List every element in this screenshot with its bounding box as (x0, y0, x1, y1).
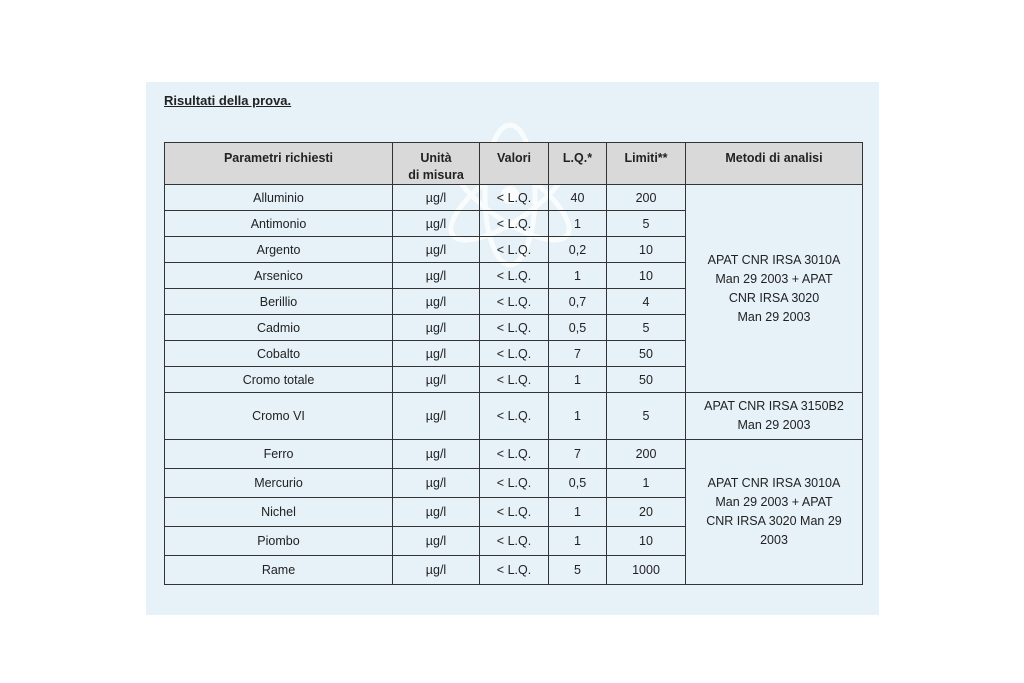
cell-valore: < L.Q. (480, 367, 549, 393)
cell-unita: µg/l (393, 211, 480, 237)
cell-valore: < L.Q. (480, 263, 549, 289)
header-unita (393, 143, 480, 185)
cell-limite: 5 (607, 211, 686, 237)
cell-parametro: Alluminio (165, 185, 393, 211)
cell-limite: 200 (607, 440, 686, 469)
cell-limite: 1 (607, 469, 686, 498)
cell-parametro: Piombo (165, 527, 393, 556)
cell-parametro: Cromo totale (165, 367, 393, 393)
cell-lq: 1 (549, 367, 607, 393)
cell-valore: < L.Q. (480, 211, 549, 237)
cell-parametro: Argento (165, 237, 393, 263)
cell-lq: 0,5 (549, 469, 607, 498)
cell-metodo-group-3 (686, 440, 863, 585)
method-3-line3: CNR IRSA 3020 Man 29 (706, 514, 842, 528)
cell-parametro: Nichel (165, 498, 393, 527)
header-unita-line1: Unità (420, 151, 452, 165)
cell-unita: µg/l (393, 440, 480, 469)
cell-lq: 1 (549, 498, 607, 527)
cell-lq: 0,2 (549, 237, 607, 263)
cell-unita: µg/l (393, 469, 480, 498)
method-1-line1: APAT CNR IRSA 3010A (707, 252, 841, 267)
cell-unita: µg/l (393, 315, 480, 341)
cell-valore: < L.Q. (480, 498, 549, 527)
cell-lq: 7 (549, 341, 607, 367)
table-header-row (165, 143, 863, 185)
cell-unita: µg/l (393, 393, 480, 440)
cell-valore: < L.Q. (480, 469, 549, 498)
cell-limite: 1000 (607, 556, 686, 585)
cell-parametro: Ferro (165, 440, 393, 469)
cell-valore: < L.Q. (480, 440, 549, 469)
cell-limite: 200 (607, 185, 686, 211)
cell-unita: µg/l (393, 527, 480, 556)
cell-lq: 1 (549, 393, 607, 440)
cell-unita: µg/l (393, 289, 480, 315)
cell-metodo-group-2 (686, 393, 863, 440)
method-3-line1: APAT CNR IRSA 3010A (707, 476, 841, 490)
cell-lq: 1 (549, 263, 607, 289)
cell-lq: 1 (549, 527, 607, 556)
cell-unita: µg/l (393, 341, 480, 367)
cell-unita: µg/l (393, 237, 480, 263)
method-3-line2: Man 29 2003 + APAT (715, 495, 833, 509)
cell-parametro: Rame (165, 556, 393, 585)
table-row (165, 185, 863, 211)
cell-lq: 0,5 (549, 315, 607, 341)
cell-unita: µg/l (393, 367, 480, 393)
cell-limite: 50 (607, 341, 686, 367)
cell-metodo-group-1 (686, 185, 863, 393)
cell-valore: < L.Q. (480, 527, 549, 556)
header-metodi: Metodi di analisi (686, 143, 863, 185)
cell-parametro: Arsenico (165, 263, 393, 289)
cell-lq: 5 (549, 556, 607, 585)
method-1-line4: Man 29 2003 (737, 309, 811, 324)
header-limiti: Limiti** (607, 143, 686, 185)
cell-parametro: Mercurio (165, 469, 393, 498)
cell-unita: µg/l (393, 263, 480, 289)
cell-valore: < L.Q. (480, 341, 549, 367)
cell-lq: 40 (549, 185, 607, 211)
cell-limite: 50 (607, 367, 686, 393)
cell-unita: µg/l (393, 556, 480, 585)
cell-valore: < L.Q. (480, 185, 549, 211)
cell-lq: 7 (549, 440, 607, 469)
cell-limite: 10 (607, 237, 686, 263)
cell-parametro: Cadmio (165, 315, 393, 341)
cell-valore: < L.Q. (480, 393, 549, 440)
method-1-line3: CNR IRSA 3020 (728, 290, 820, 305)
method-2-line2: Man 29 2003 (737, 418, 811, 432)
cell-parametro: Antimonio (165, 211, 393, 237)
results-table (164, 142, 863, 585)
cell-limite: 5 (607, 315, 686, 341)
cell-valore: < L.Q. (480, 556, 549, 585)
cell-valore: < L.Q. (480, 237, 549, 263)
header-unita-line2: di misura (408, 168, 464, 182)
cell-limite: 10 (607, 263, 686, 289)
cell-valore: < L.Q. (480, 315, 549, 341)
cell-lq: 1 (549, 211, 607, 237)
cell-valore: < L.Q. (480, 289, 549, 315)
header-lq: L.Q.* (549, 143, 607, 185)
cell-unita: µg/l (393, 498, 480, 527)
cell-lq: 0,7 (549, 289, 607, 315)
cell-unita: µg/l (393, 185, 480, 211)
cell-parametro: Berillio (165, 289, 393, 315)
cell-parametro: Cobalto (165, 341, 393, 367)
cell-parametro: Cromo VI (165, 393, 393, 440)
cell-limite: 4 (607, 289, 686, 315)
table-row (165, 440, 863, 469)
table-row (165, 393, 863, 440)
method-3-line4: 2003 (760, 533, 788, 547)
cell-limite: 10 (607, 527, 686, 556)
method-1-line2: Man 29 2003 + APAT (715, 271, 833, 286)
header-parametri: Parametri richiesti (165, 143, 393, 185)
cell-limite: 20 (607, 498, 686, 527)
section-title: Risultati della prova. (164, 93, 292, 108)
header-valori: Valori (480, 143, 549, 185)
method-2-line1: APAT CNR IRSA 3150B2 (704, 399, 844, 413)
cell-limite: 5 (607, 393, 686, 440)
